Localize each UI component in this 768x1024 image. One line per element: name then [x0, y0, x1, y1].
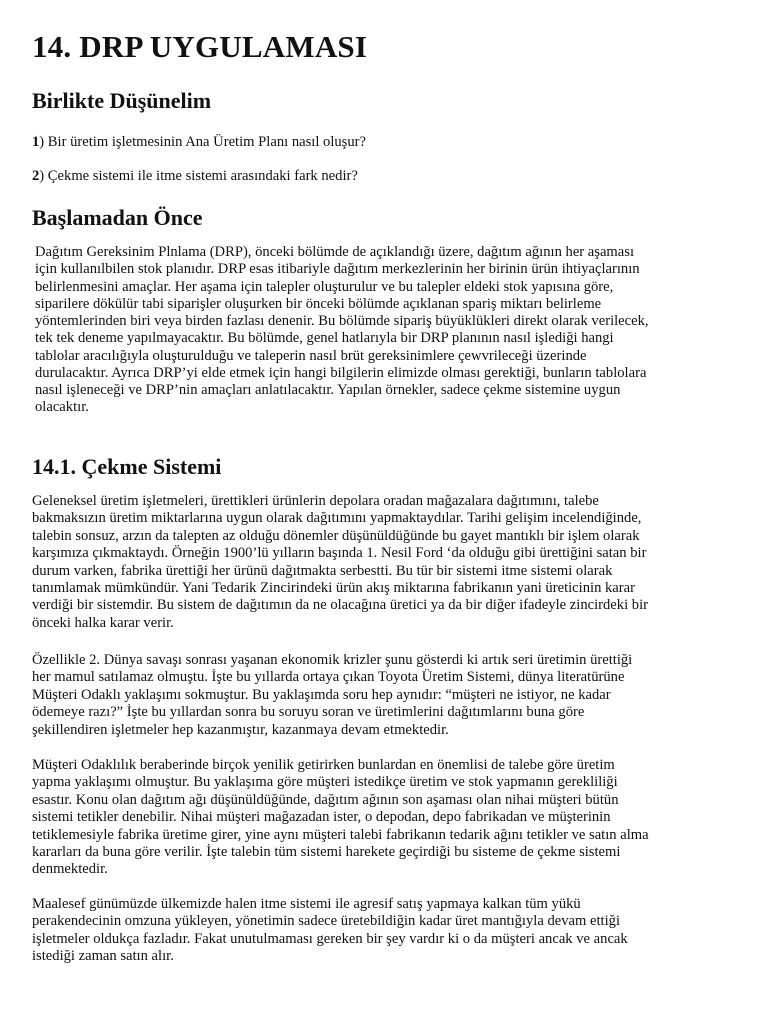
heading-baslamadan-once: Başlamadan Önce — [32, 205, 203, 230]
text-line: denmektedir. — [32, 861, 108, 878]
text-line: olacaktır. — [35, 399, 89, 416]
text-line: yöntemlerinden biri veya birden fazlası denenir. Bu bölümde sipariş büyüklükleri direkt olarak verilecek, — [35, 313, 649, 329]
text-line: Maalesef günümüzde ülkemizde halen itme sistemi ile agresif satış yapmaya kalkan tüm yükü — [32, 896, 581, 912]
heading-cekme-sistemi: 14.1. Çekme Sistemi — [32, 454, 222, 479]
heading-birlikte-dusunelim: Birlikte Düşünelim — [32, 88, 212, 113]
text-line: talebin sonsuz, arzın da talepten az olduğu dönemler düşünüldüğünde bu gayet mantıklı bir işlem olarak — [32, 527, 640, 544]
text-line: verdiği bir sistemdir. Bu sistem de dağıtımın da ne olacağına üretici ya da bir diğer ifadeyle zincirdeki bir — [32, 597, 648, 614]
text-line: durum varken, fabrika ürettiği her ürünü dağıtmakta serbestti. Bu tür bir sistemi itme sistemi olarak — [32, 562, 613, 579]
question-text: ) Bir üretim işletmesinin Ana Üretim Planı nasıl oluşur? — [39, 134, 366, 150]
text-line: tanımlamak mümkündür. Yani Tedarik Zincirindeki ürün akış miktarına fabrikanın yani üreticinin karar — [32, 579, 635, 596]
text-line: Geleneksel üretim işletmeleri, ürettikleri ürünlerin depolara oradan mağazalara dağıtımını, talebe — [32, 493, 599, 509]
text-line: sistemi tetikler denebilir. Nihai müşteri mağazadan ister, o depodan, depo fabrikadan ve müşterinin — [32, 809, 611, 826]
text-line: esastır. Konu olan dağıtım ağı düşünüldüğünde, dağıtım ağının son aşaması olan nihai müşteri bütün — [32, 791, 619, 808]
text-line: Dağıtım Gereksinim Plnlama (DRP), önceki bölümde de açıklandığı üzere, dağıtım ağının her aşaması — [35, 244, 634, 260]
text-line: kararları da buna göre verilir. İşte talebin tüm sistemi harekete geçirdiği bu sisteme de çekme sistemi — [32, 843, 621, 860]
text-line: işletmeler oldukça fazladır. Fakat unutulmaması gereken bir şey vardır ki o da müşteri ancak ve ancak — [32, 930, 628, 947]
question-number: 1 — [32, 134, 40, 150]
question-1 — [32, 134, 366, 151]
text-line: ödemeye razı?” İşte bu yıllardan sonra bu soruyu soran ve üretimlerini dağıtımlarını buna göre — [32, 704, 585, 721]
text-line: nasıl işleneceği ve DRP’nin amaçları anlatılacaktır. Yapılan örnekler, sadece çekme sistemine uygun — [35, 382, 621, 398]
text-line: için kullanılbilen stok planıdır. DRP esas itibariyle dağıtım merkezlerinin her birinin ürün ihtiyaçlarının — [35, 261, 640, 278]
text-line: siparilere dökülür tabi siparişler oluşurken bir önceki bölümde açıklanan spariş miktarı belirleme — [35, 295, 602, 312]
body-paragraph-4 — [32, 896, 628, 966]
text-line: durulacaktır. Ayrıca DRP’yi elde etmek için hangi bilgilerin elimizde olması gerektiği, bunların tablolara — [35, 364, 647, 381]
question-text: ) Çekme sistemi ile itme sistemi arasındaki fark nedir? — [39, 168, 358, 184]
question-number: 2 — [32, 168, 40, 184]
text-line: önceki halka karar verir. — [32, 614, 174, 631]
body-paragraph-3 — [32, 757, 649, 879]
text-line: Özellikle 2. Dünya savaşı sonrası yaşanan ekonomik krizler şunu gösterdi ki artık seri üretimin ürettiği — [32, 652, 633, 668]
text-line: tetiklemesiyle fabrika üretime girer, yine aynı müşteri talebi fabrikanın tedarik ağını tetikler ve satın alma — [32, 826, 649, 843]
text-line: perakendecinin omzuna yükleyen, yönetimin sadece üretebildiğin kadar üret mantığıyla devam ettiği — [32, 913, 621, 930]
text-line: her mamul satılamaz olmuştu. İşte bu yıllarda ortaya çıkan Toyota Üretim Sistemi, dünya literatürüne — [32, 669, 625, 686]
text-line: tablolar aracılığıyla oluşturulduğu ve taleperin nasıl brüt gereksinimlere çewvrileceği üzerinde — [35, 347, 587, 364]
text-line: bakmaksızın üretim miktarlarına uygun olarak dağıtımını yapmaktaydılar. Tarihi gelişim incelendiğinde, — [32, 510, 642, 527]
text-line: karşımıza çıkmaktaydı. Örneğin 1900’lü yılların başında 1. Nesil Ford ‘da olduğu gibi ürettiğini satan bir — [32, 545, 647, 562]
intro-paragraph — [35, 244, 649, 417]
text-line: yapma yaklaşımı olmuştur. Bu yaklaşıma göre müşteri istedikçe üretim ve stok yapmanın gerekliliği — [32, 774, 618, 791]
body-paragraph-1 — [32, 493, 648, 632]
body-paragraph-2 — [32, 652, 632, 739]
text-line: tek tek deneme yapılmayacaktır. Bu bölümde, genel hatlarıyla bir DRP planının nasıl işlediği hangi — [35, 330, 614, 347]
question-2 — [32, 168, 358, 185]
text-line: Müşteri Odaklı yaklaşımı sokmuştur. Bu yaklaşımda soru hep aynıdır: “müşteri ne istiyor, ne kadar — [32, 686, 611, 703]
text-line: şekillendiren işletmeler hep kazanmıştır, kazanmaya devam etmektedir. — [32, 721, 449, 738]
chapter-title: 14. DRP UYGULAMASI — [32, 29, 368, 64]
text-line: Müşteri Odaklılık beraberinde birçok yenilik getirirken bunlardan en önemlisi de talebe göre üretim — [32, 757, 615, 773]
text-line: istediği zaman satın alır. — [32, 948, 174, 965]
text-line: belirlenmesini amaçlar. Her aşama için talepler oluşturulur ve bu talepler eldeki stok yapısına göre, — [35, 278, 614, 295]
